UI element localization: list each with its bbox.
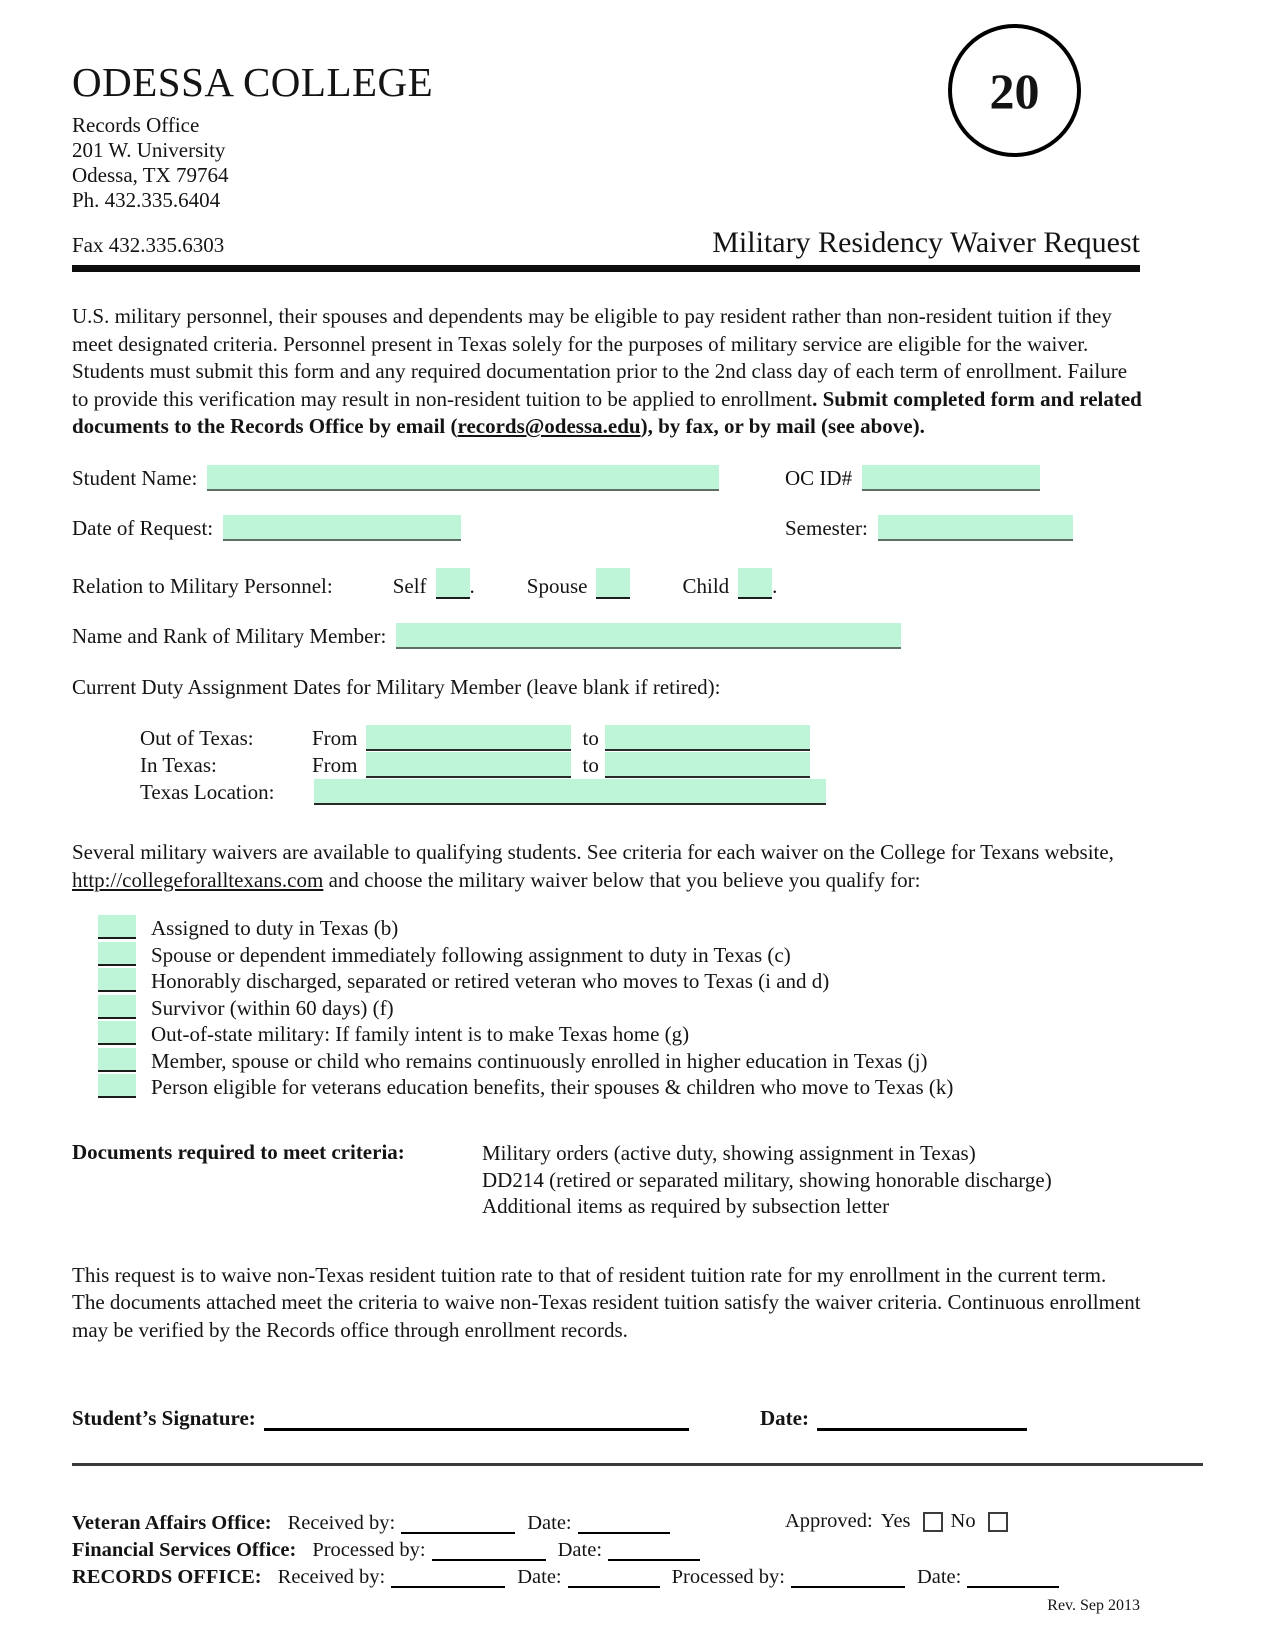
fax-number: Fax 432.335.6303 (72, 233, 225, 257)
address-line: 201 W. University (72, 138, 226, 162)
signature-field[interactable] (264, 1413, 689, 1431)
signature-label: Student’s Signature: (72, 1406, 256, 1430)
waiver-item-label: Member, spouse or child who remains continuously enrolled in higher education in Texas (j) (151, 1048, 928, 1073)
documents-item: Military orders (active duty, showing assignment in Texas) (482, 1141, 976, 1165)
financial-processed-by-field[interactable] (432, 1546, 546, 1561)
records-received-by-field[interactable] (391, 1573, 505, 1588)
waivers-text: and choose the military waiver below that you believe you qualify for: (323, 867, 921, 892)
name-rank-field[interactable] (396, 623, 901, 649)
from-label: From (312, 752, 358, 777)
documents-item: DD214 (retired or separated military, showing honorable discharge) (482, 1167, 1052, 1192)
received-by-label: Received by: (287, 1512, 396, 1534)
student-name-row (72, 462, 1140, 491)
waiver-blank-j[interactable] (98, 1048, 136, 1072)
financial-services-label: Financial Services Office: (72, 1539, 297, 1561)
records-date1-field[interactable] (568, 1573, 660, 1588)
duty-table (72, 724, 1140, 805)
approved-no-checkbox[interactable] (988, 1512, 1008, 1532)
waiver-item-label: Survivor (within 60 days) (f) (151, 995, 394, 1020)
waiver-blank-g[interactable] (98, 1021, 136, 1045)
date-label: Date: (527, 1512, 572, 1534)
page-number: 20 (989, 62, 1040, 119)
waiver-item (72, 915, 1140, 942)
records-office-line (72, 1562, 1140, 1589)
received-by-label: Received by: (277, 1566, 386, 1588)
waiver-item (72, 1047, 1140, 1074)
relation-option-suffix: . (469, 573, 475, 598)
records-date2-field[interactable] (967, 1573, 1059, 1588)
waiver-item (72, 1021, 1140, 1048)
waiver-item (72, 994, 1140, 1021)
waivers-paragraph (72, 838, 1147, 894)
relation-option-suffix: . (772, 573, 778, 598)
waiver-blank-f[interactable] (98, 995, 136, 1019)
semester-label: Semester: (785, 515, 868, 540)
yes-label: Yes (880, 1510, 911, 1532)
no-label: No (950, 1510, 976, 1532)
to-label: to (582, 752, 599, 777)
records-office-label: RECORDS OFFICE: (72, 1566, 262, 1588)
name-rank-row (72, 620, 1140, 649)
documents-label: Documents required to meet criteria: (72, 1140, 405, 1164)
duty-heading: Current Duty Assignment Dates for Military Member (leave blank if retired): (72, 674, 721, 699)
waiver-item (72, 941, 1140, 968)
date-label: Date: (557, 1539, 603, 1561)
date-label: Date: (517, 1566, 562, 1588)
records-processed-by-field[interactable] (791, 1573, 905, 1588)
out-of-texas-from-field[interactable] (366, 725, 571, 751)
student-name-field[interactable] (207, 465, 719, 491)
waiver-item-label: Person eligible for veterans education benefits, their spouses & children who move to Texas (k) (151, 1075, 954, 1099)
office-section (72, 1508, 1140, 1589)
title-rule (72, 265, 1140, 272)
duty-row-in-texas (140, 751, 1140, 778)
signature-date-label: Date: (760, 1406, 809, 1430)
in-texas-from-field[interactable] (366, 752, 571, 778)
waiver-checklist (72, 915, 1140, 1101)
in-texas-to-field[interactable] (605, 752, 810, 778)
waiver-item-label: Honorably discharged, separated or retired veteran who moves to Texas (i and d) (151, 969, 830, 993)
financial-services-line (72, 1535, 1140, 1562)
approved-group (785, 1510, 1008, 1533)
relation-option-child (682, 568, 777, 599)
duty-row-label: Out of Texas: (140, 725, 254, 750)
documents-list (482, 1140, 1052, 1220)
signature-date-field[interactable] (817, 1413, 1027, 1431)
relation-option-label: Child (682, 573, 730, 598)
waiver-blank-c[interactable] (98, 942, 136, 966)
intro-bold-text: . Submit completed form and related documents to the Records Office by email ( (72, 386, 1142, 438)
processed-by-label: Processed by: (671, 1566, 785, 1588)
relation-row (72, 565, 1140, 599)
approved-label: Approved: (785, 1510, 873, 1532)
waiver-item-label: Out-of-state military: If family intent is to make Texas home (g) (151, 1022, 690, 1046)
date-of-request-field[interactable] (223, 515, 461, 541)
approved-yes-checkbox[interactable] (923, 1512, 943, 1532)
header-row (72, 226, 1140, 260)
to-label: to (582, 725, 599, 750)
waiver-item (72, 968, 1140, 995)
closing-paragraph: This request is to waive non-Texas resident tuition rate to that of resident tuition rate for my enrollment in the current term. The documents attached meet the criteria to waive non-Texas resident tuition satisfy the waiver criteria. Continuous enrollment may be verified by the Records office through enrollment records. (72, 1262, 1141, 1342)
veteran-received-by-field[interactable] (401, 1519, 515, 1534)
financial-date-field[interactable] (608, 1546, 700, 1561)
duty-row-texas-location (140, 778, 1140, 805)
waiver-item-label: Assigned to duty in Texas (b) (151, 916, 399, 940)
relation-label: Relation to Military Personnel: (72, 573, 333, 598)
relation-option-label: Spouse (526, 573, 588, 598)
relation-option-spouse (527, 568, 631, 599)
date-label: Date: (916, 1566, 962, 1588)
veteran-date-field[interactable] (578, 1519, 670, 1534)
duty-row-label: Texas Location: (140, 779, 275, 804)
address-line: Odessa, TX 79764 (72, 163, 229, 187)
texas-location-field[interactable] (314, 779, 826, 805)
college-name: ODESSA COLLEGE (72, 59, 434, 105)
waiver-blank-k[interactable] (98, 1074, 136, 1098)
documents-item: Additional items as required by subsection letter (482, 1194, 890, 1218)
date-of-request-row (72, 512, 1140, 541)
relation-self-checkbox[interactable] (436, 568, 470, 599)
intro-paragraph (72, 303, 1142, 441)
oc-id-field[interactable] (862, 465, 1040, 491)
documents-section (72, 1140, 1140, 1220)
student-name-label: Student Name: (72, 465, 198, 490)
form-title: Military Residency Waiver Request (712, 226, 1140, 259)
waiver-blank-i-d[interactable] (98, 968, 136, 992)
relation-option-self (393, 568, 475, 599)
processed-by-label: Processed by: (312, 1539, 426, 1561)
waiver-item-label: Spouse or dependent immediately following assignment to duty in Texas (c) (151, 942, 791, 967)
waiver-item (72, 1074, 1140, 1101)
office-section-divider (72, 1463, 1203, 1466)
waiver-blank-b[interactable] (98, 915, 136, 939)
records-email-link[interactable]: records@odessa.edu (457, 414, 641, 438)
name-rank-label: Name and Rank of Military Member: (72, 623, 387, 648)
intro-bold-text: ), by fax, or by mail (see above). (640, 414, 925, 438)
relation-child-checkbox[interactable] (738, 568, 772, 599)
page-number-badge (948, 24, 1081, 157)
intro-text: U.S. military personnel, their spouses and dependents may be eligible to pay resident rather than non-resident tuition if they meet designated criteria. Personnel present in Texas solely for the purposes of military service are eligible for the waiver. Students must submit this form and any required documentation prior to the 2nd class day of each term of enrollment. Failure to provide this verification may result in non-resident tuition to be applied to enrollment (72, 304, 1128, 411)
oc-id-label: OC ID# (785, 465, 853, 490)
duty-row-out-of-texas (140, 724, 1140, 751)
date-of-request-label: Date of Request: (72, 515, 214, 540)
from-label: From (312, 725, 358, 750)
college-for-texans-link[interactable]: http://collegeforalltexans.com (72, 867, 324, 892)
waivers-text: Several military waivers are available to qualifying students. See criteria for each waiver on the College for Texans website, (72, 839, 1114, 864)
relation-spouse-checkbox[interactable] (596, 568, 630, 599)
signature-row (72, 1404, 1140, 1431)
duty-row-label: In Texas: (140, 752, 217, 777)
address-line: Ph. 432.335.6404 (72, 188, 221, 212)
semester-field[interactable] (878, 515, 1073, 541)
revision-note: Rev. Sep 2013 (1047, 1597, 1140, 1614)
veteran-affairs-label: Veteran Affairs Office: (72, 1512, 272, 1534)
relation-option-label: Self (392, 573, 427, 598)
veteran-affairs-line (72, 1508, 1140, 1535)
address-line: Records Office (72, 113, 200, 137)
out-of-texas-to-field[interactable] (605, 725, 810, 751)
